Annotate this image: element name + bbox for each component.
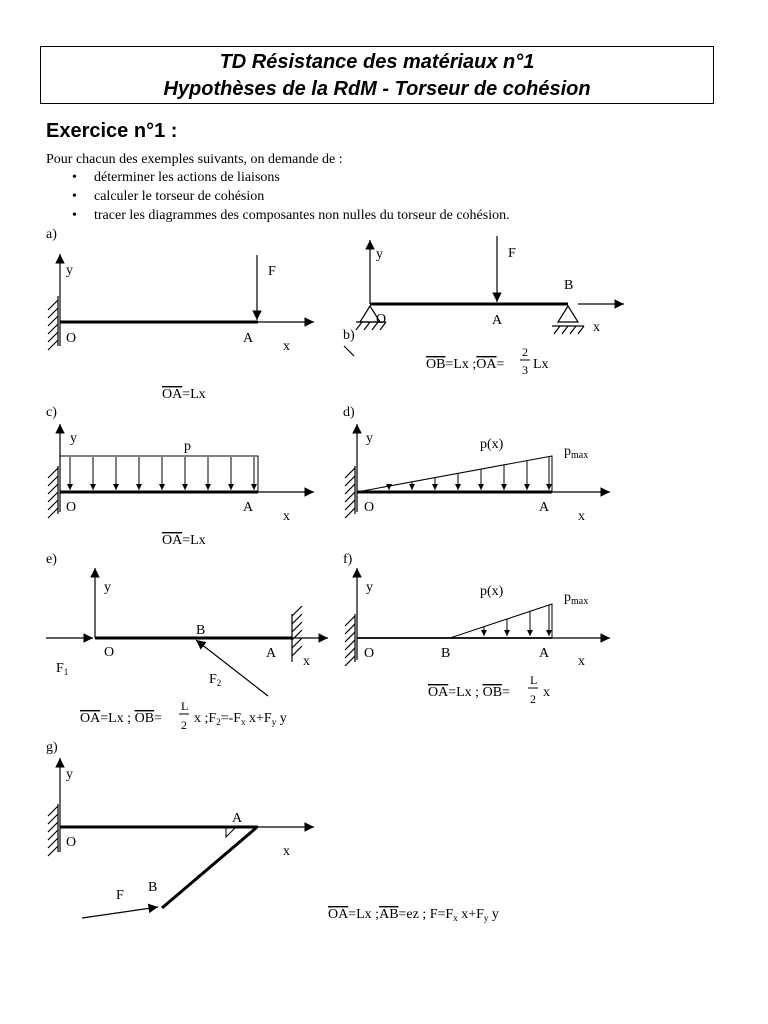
roller-support-B — [552, 306, 584, 334]
label-a: a) — [46, 227, 57, 242]
load-box — [60, 456, 258, 492]
y-label: y — [366, 580, 373, 595]
svg-text:L: L — [530, 673, 538, 687]
distributed-load-arrows — [70, 457, 254, 490]
svg-text:2: 2 — [181, 718, 187, 732]
force-label: F — [116, 888, 124, 903]
diagram-g — [46, 740, 499, 923]
x-label: x — [283, 339, 290, 354]
pmax-label: $p_{max}$ — [564, 444, 589, 461]
F1-label: $F_1$ — [56, 661, 69, 677]
diagram-e — [46, 552, 328, 732]
y-label: y — [66, 263, 73, 278]
y-label: y — [70, 431, 77, 446]
formula-g: OA=Lx ;AB=ez ; $F=F_x$ $x+F_y$ y — [328, 907, 499, 923]
distributed-load-arrows — [484, 605, 549, 636]
point-A: A — [539, 646, 550, 661]
formula-e: OA=Lx ; OB= — [80, 711, 162, 726]
fixed-support-hatch — [345, 466, 355, 518]
fixed-support-hatch — [345, 614, 355, 666]
diagram-a — [46, 227, 314, 402]
formula-e-tail: x $;F_2=-F_x$ $x+F_y$ y — [194, 711, 287, 727]
diagram-d — [343, 405, 610, 524]
fraction-num: 2 — [522, 345, 528, 359]
pmax-label: $p_{max}$ — [564, 590, 589, 607]
label-d: d) — [343, 405, 355, 420]
load-label: p(x) — [480, 437, 504, 452]
force-label: F — [268, 264, 276, 279]
point-A: A — [243, 331, 254, 346]
fixed-support-hatch — [292, 606, 302, 662]
x-label: x — [303, 654, 310, 669]
formula-f: OA=Lx ; OB= — [428, 685, 510, 700]
point-B: B — [441, 646, 451, 661]
point-A: A — [539, 500, 550, 515]
instruction-item: • déterminer les actions de liaisons — [72, 168, 510, 187]
label-b: b) — [343, 328, 355, 343]
triangular-load — [450, 604, 552, 638]
fraction-den: 3 — [522, 363, 528, 377]
point-A: A — [266, 646, 277, 661]
F2-label: $F_2$ — [209, 672, 222, 688]
point-A: A — [243, 500, 254, 515]
point-O: O — [104, 645, 115, 660]
point-A: A — [492, 313, 503, 328]
formula-b-tail: Lx — [533, 357, 549, 372]
point-B: B — [196, 623, 206, 638]
formula-a: OA=Lx — [162, 387, 206, 402]
y-label: y — [366, 431, 373, 446]
point-O: O — [66, 835, 77, 850]
x-label: x — [283, 509, 290, 524]
fixed-support-hatch — [48, 296, 58, 350]
x-label: x — [593, 320, 600, 335]
formula-b: OB=Lx ;OA= — [426, 357, 505, 372]
diagram-f — [343, 552, 610, 706]
fixed-support-hatch — [48, 466, 58, 518]
svg-text:2: 2 — [530, 692, 536, 706]
point-O: O — [376, 312, 387, 327]
force-F2-arrow — [196, 640, 268, 696]
svg-text:x: x — [543, 685, 550, 700]
y-label: y — [66, 767, 73, 782]
label-f: f) — [343, 552, 353, 567]
label-c: c) — [46, 405, 57, 420]
title-line-1: TD Résistance des matériaux n°1 — [219, 51, 535, 73]
fixed-support-hatch — [48, 804, 58, 856]
svg-text:L: L — [181, 699, 189, 713]
label-e: e) — [46, 552, 57, 567]
x-label: x — [283, 844, 290, 859]
point-B: B — [564, 278, 574, 293]
x-label: x — [578, 654, 585, 669]
exercise-title: Exercice n°1 : — [46, 120, 178, 142]
title-line-2: Hypothèses de la RdM - Torseur de cohésion — [163, 78, 591, 100]
diagram-b — [343, 236, 624, 377]
load-label: p(x) — [480, 584, 504, 599]
formula-c: OA=Lx — [162, 533, 206, 548]
x-label: x — [578, 509, 585, 524]
force-label: F — [508, 246, 516, 261]
point-A: A — [232, 811, 243, 826]
triangular-load — [357, 456, 552, 492]
point-O: O — [66, 331, 77, 346]
stray-mark — [344, 346, 354, 356]
exercise-intro: Pour chacun des exemples suivants, on demande de : — [46, 152, 343, 167]
instruction-item: • tracer les diagrammes des composantes non nulles du torseur de cohésion. — [72, 206, 510, 225]
point-O: O — [364, 500, 375, 515]
load-label: p — [184, 439, 191, 454]
point-O: O — [66, 500, 77, 515]
force-arrow — [82, 907, 158, 918]
label-g: g) — [46, 740, 58, 755]
y-label: y — [104, 580, 111, 595]
diagram-c — [46, 405, 314, 548]
instruction-item: • calculer le torseur de cohésion — [72, 187, 510, 206]
point-B: B — [148, 880, 158, 895]
y-label: y — [376, 247, 383, 262]
arm-AB — [162, 828, 256, 908]
point-O: O — [364, 646, 375, 661]
distributed-load-arrows — [389, 457, 549, 490]
